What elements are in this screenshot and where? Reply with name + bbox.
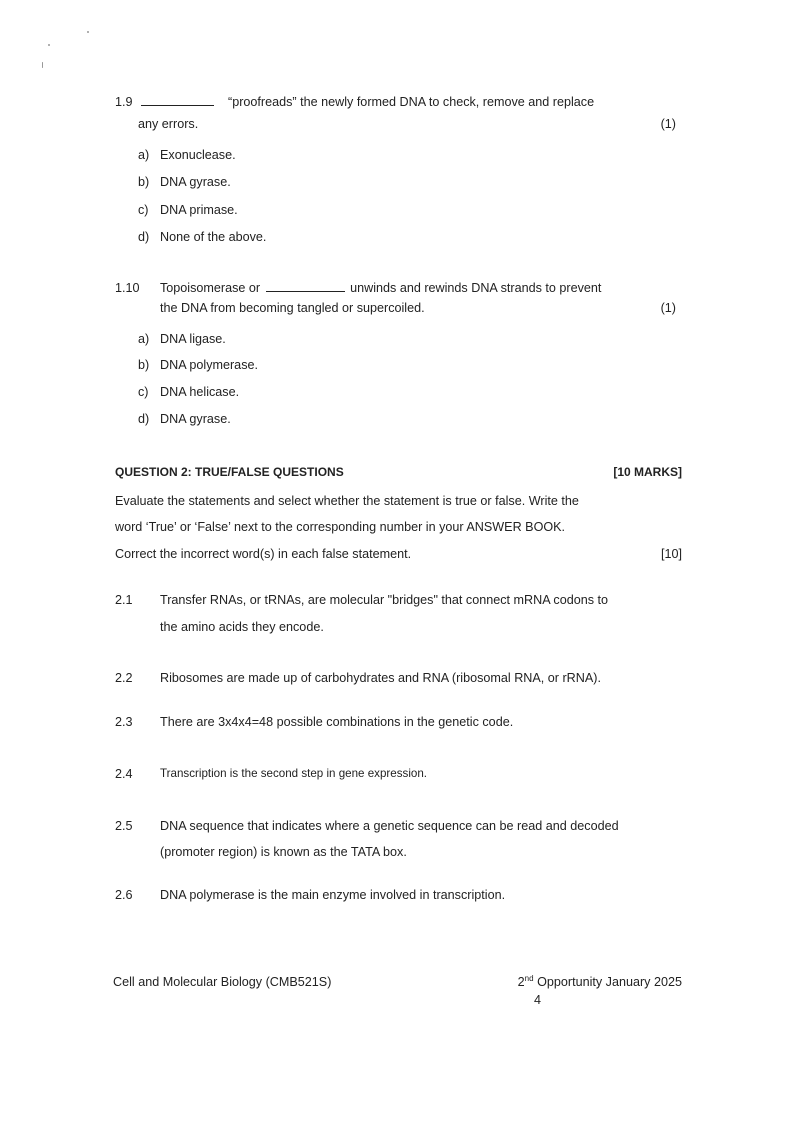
question-marks: (1)	[660, 117, 676, 131]
option-d: d) DNA gyrase.	[138, 412, 231, 426]
instructions-marks: [10]	[660, 547, 682, 561]
statement-number: 2.4	[115, 767, 133, 781]
section-heading: QUESTION 2: TRUE/FALSE QUESTIONS	[115, 465, 344, 479]
question-text: “proofreads” the newly formed DNA to check, remove and replace	[228, 95, 595, 109]
page-number: 4	[534, 993, 542, 1007]
instructions-line: word ‘True’ or ‘False’ next to the corresponding number in your ANSWER BOOK.	[115, 520, 566, 534]
statement-text: Transfer RNAs, or tRNAs, are molecular "bridges" that connect mRNA codons to	[160, 593, 609, 607]
option-a: a) DNA ligase.	[138, 332, 226, 346]
question-text-line2: any errors.	[138, 117, 199, 131]
answer-blank	[266, 280, 345, 292]
option-b: b) DNA polymerase.	[138, 358, 258, 372]
scan-speck	[42, 62, 43, 68]
option-b: b) DNA gyrase.	[138, 175, 231, 189]
option-c: c) DNA helicase.	[138, 385, 240, 399]
statement-number: 2.6	[115, 888, 133, 902]
statement-text: DNA polymerase is the main enzyme involved in transcription.	[160, 888, 506, 902]
question-text: unwinds and rewinds DNA strands to prevent	[350, 281, 602, 295]
statement-text: the amino acids they encode.	[160, 620, 324, 634]
question-1-9-line1	[115, 94, 594, 110]
statement-text: Transcription is the second step in gene expression.	[160, 767, 428, 780]
statement-number: 2.5	[115, 819, 133, 833]
option-c: c) DNA primase.	[138, 203, 238, 217]
statement-text: DNA sequence that indicates where a genetic sequence can be read and decoded	[160, 819, 619, 833]
option-a: a) Exonuclease.	[138, 148, 236, 162]
option-d: d) None of the above.	[138, 230, 267, 244]
answer-blank	[141, 94, 214, 106]
question-1-10-line1	[160, 280, 601, 296]
section-marks: [10 MARKS]	[613, 465, 682, 479]
question-text-line2: the DNA from becoming tangled or supercoiled.	[160, 301, 425, 315]
question-text: Topoisomerase or	[160, 281, 261, 295]
question-number: 1.10	[115, 281, 140, 295]
instructions-line: Evaluate the statements and select whether the statement is true or false. Write the	[115, 494, 579, 508]
footer-course: Cell and Molecular Biology (CMB521S)	[113, 975, 332, 989]
question-marks: (1)	[660, 301, 676, 315]
statement-number: 2.2	[115, 671, 133, 685]
scan-speck	[48, 44, 50, 46]
statement-number: 2.1	[115, 593, 133, 607]
statement-text: There are 3x4x4=48 possible combinations in the genetic code.	[160, 715, 514, 729]
statement-text: (promoter region) is known as the TATA box.	[160, 845, 407, 859]
statement-number: 2.3	[115, 715, 133, 729]
statement-text: Ribosomes are made up of carbohydrates and RNA (ribosomal RNA, or rRNA).	[160, 671, 601, 685]
question-number: 1.9	[115, 95, 133, 109]
scan-speck	[87, 31, 89, 33]
footer-opportunity: 2nd Opportunity January 2025	[517, 973, 682, 989]
instructions-line: Correct the incorrect word(s) in each false statement.	[115, 547, 412, 561]
